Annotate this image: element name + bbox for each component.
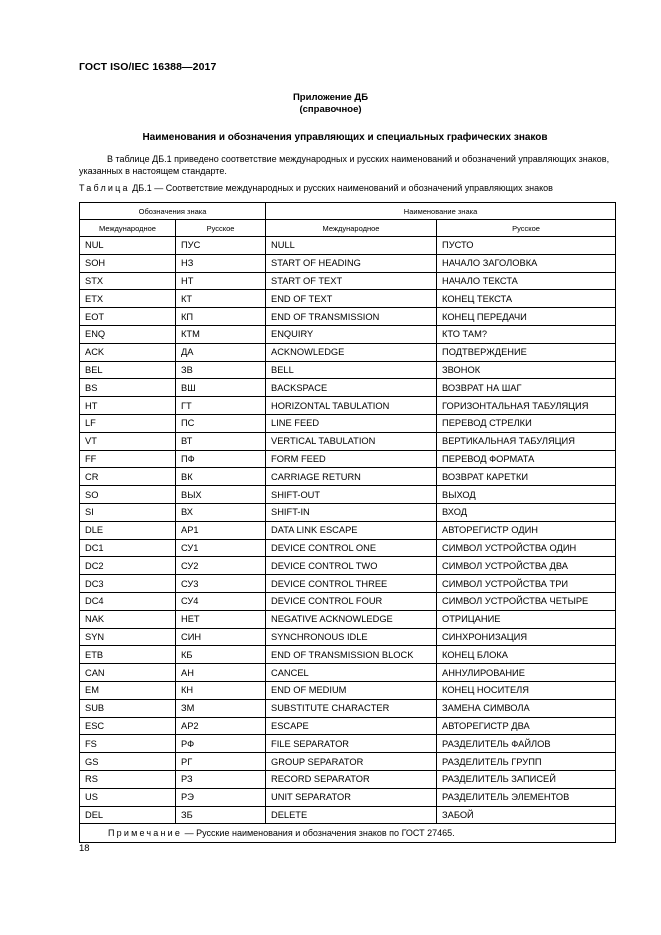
ru-code-cell: КБ bbox=[176, 646, 266, 664]
ru-code-cell: АР2 bbox=[176, 717, 266, 735]
ru-name-cell: ГОРИЗОНТАЛЬНАЯ ТАБУЛЯЦИЯ bbox=[437, 397, 616, 415]
intl-name-cell: GROUP SEPARATOR bbox=[266, 753, 437, 771]
ru-code-cell: АР1 bbox=[176, 521, 266, 539]
intl-name-cell: DEVICE CONTROL FOUR bbox=[266, 592, 437, 610]
ru-name-cell: СИНХРОНИЗАЦИЯ bbox=[437, 628, 616, 646]
intl-code-cell: DEL bbox=[80, 806, 176, 824]
ru-name-cell: РАЗДЕЛИТЕЛЬ ГРУПП bbox=[437, 753, 616, 771]
table-row bbox=[80, 361, 616, 379]
ru-code-cell: ВШ bbox=[176, 379, 266, 397]
ru-name-cell: КОНЕЦ ТЕКСТА bbox=[437, 290, 616, 308]
table-row bbox=[80, 379, 616, 397]
intl-code-cell: FS bbox=[80, 735, 176, 753]
intl-name-cell: SHIFT-IN bbox=[266, 503, 437, 521]
table-row bbox=[80, 806, 616, 824]
table-row bbox=[80, 308, 616, 326]
table-row bbox=[80, 735, 616, 753]
table-row bbox=[80, 681, 616, 699]
intl-code-cell: NUL bbox=[80, 237, 176, 255]
table-row bbox=[80, 432, 616, 450]
intl-code-cell: EM bbox=[80, 681, 176, 699]
ru-code-cell: СУ2 bbox=[176, 557, 266, 575]
ru-name-cell: ЗАМЕНА СИМВОЛА bbox=[437, 699, 616, 717]
ru-name-cell: СИМВОЛ УСТРОЙСТВА ОДИН bbox=[437, 539, 616, 557]
ru-name-cell: РАЗДЕЛИТЕЛЬ ФАЙЛОВ bbox=[437, 735, 616, 753]
ru-name-cell: ВЫХОД bbox=[437, 486, 616, 504]
header-names: Наименование знака bbox=[266, 203, 616, 220]
intl-code-cell: ACK bbox=[80, 343, 176, 361]
intl-code-cell: ETB bbox=[80, 646, 176, 664]
ru-name-cell: РАЗДЕЛИТЕЛЬ ЭЛЕМЕНТОВ bbox=[437, 788, 616, 806]
table-row bbox=[80, 646, 616, 664]
intl-name-cell: NULL bbox=[266, 237, 437, 255]
ru-code-cell: РЭ bbox=[176, 788, 266, 806]
ru-code-cell: ПФ bbox=[176, 450, 266, 468]
table-row bbox=[80, 788, 616, 806]
ru-code-cell: КН bbox=[176, 681, 266, 699]
ru-code-cell: АН bbox=[176, 664, 266, 682]
ru-name-cell: ЗВОНОК bbox=[437, 361, 616, 379]
intl-code-cell: LF bbox=[80, 414, 176, 432]
ru-name-cell: ВЕРТИКАЛЬНАЯ ТАБУЛЯЦИЯ bbox=[437, 432, 616, 450]
table-caption bbox=[79, 183, 553, 193]
annex-status: (справочное) bbox=[299, 104, 362, 115]
annex-title: Приложение ДБ bbox=[292, 92, 369, 103]
ru-name-cell: СИМВОЛ УСТРОЙСТВА ТРИ bbox=[437, 575, 616, 593]
ru-code-cell: СУ4 bbox=[176, 592, 266, 610]
table-row bbox=[80, 557, 616, 575]
intl-name-cell: DELETE bbox=[266, 806, 437, 824]
ru-name-cell: ОТРИЦАНИЕ bbox=[437, 610, 616, 628]
intl-name-cell: BELL bbox=[266, 361, 437, 379]
ru-code-cell: КТМ bbox=[176, 325, 266, 343]
intl-code-cell: SUB bbox=[80, 699, 176, 717]
ru-name-cell: ПЕРЕВОД СТРЕЛКИ bbox=[437, 414, 616, 432]
intl-name-cell: UNIT SEPARATOR bbox=[266, 788, 437, 806]
ru-code-cell: ПС bbox=[176, 414, 266, 432]
ru-code-cell: НЗ bbox=[176, 254, 266, 272]
ru-code-cell: ЗВ bbox=[176, 361, 266, 379]
intl-code-cell: DC4 bbox=[80, 592, 176, 610]
intl-name-cell: LINE FEED bbox=[266, 414, 437, 432]
intl-code-cell: NAK bbox=[80, 610, 176, 628]
intl-name-cell: START OF TEXT bbox=[266, 272, 437, 290]
intl-name-cell: ESCAPE bbox=[266, 717, 437, 735]
ru-code-cell: КТ bbox=[176, 290, 266, 308]
intl-code-cell: SYN bbox=[80, 628, 176, 646]
ru-name-cell: КТО ТАМ? bbox=[437, 325, 616, 343]
table-row bbox=[80, 486, 616, 504]
table-row bbox=[80, 628, 616, 646]
intl-name-cell: DATA LINK ESCAPE bbox=[266, 521, 437, 539]
table-row bbox=[80, 539, 616, 557]
table-row bbox=[80, 290, 616, 308]
intl-code-cell: BEL bbox=[80, 361, 176, 379]
ru-name-cell: РАЗДЕЛИТЕЛЬ ЗАПИСЕЙ bbox=[437, 770, 616, 788]
ru-code-cell: ВК bbox=[176, 468, 266, 486]
intl-code-cell: BS bbox=[80, 379, 176, 397]
table-row bbox=[80, 450, 616, 468]
intl-code-cell: FF bbox=[80, 450, 176, 468]
intl-code-cell: ENQ bbox=[80, 325, 176, 343]
intl-name-cell: CANCEL bbox=[266, 664, 437, 682]
ru-name-cell: ПОДТВЕРЖДЕНИЕ bbox=[437, 343, 616, 361]
table-row bbox=[80, 254, 616, 272]
ru-name-cell: СИМВОЛ УСТРОЙСТВА ЧЕТЫРЕ bbox=[437, 592, 616, 610]
intl-name-cell: START OF HEADING bbox=[266, 254, 437, 272]
intl-code-cell: DC3 bbox=[80, 575, 176, 593]
ru-code-cell: ПУС bbox=[176, 237, 266, 255]
ru-code-cell: СИН bbox=[176, 628, 266, 646]
table-row bbox=[80, 521, 616, 539]
table-caption-text: ДБ.1 — Соответствие международных и русских наименований и обозначений управляющих знаков bbox=[129, 183, 553, 193]
table-row bbox=[80, 770, 616, 788]
table-row bbox=[80, 414, 616, 432]
table-row bbox=[80, 664, 616, 682]
intl-name-cell: BACKSPACE bbox=[266, 379, 437, 397]
table-row bbox=[80, 610, 616, 628]
ru-name-cell: АННУЛИРОВАНИЕ bbox=[437, 664, 616, 682]
ru-code-cell: КП bbox=[176, 308, 266, 326]
table-row bbox=[80, 272, 616, 290]
intl-name-cell: END OF TEXT bbox=[266, 290, 437, 308]
intl-name-cell: DEVICE CONTROL THREE bbox=[266, 575, 437, 593]
ru-code-cell: РЗ bbox=[176, 770, 266, 788]
section-title: Наименования и обозначения управляющих и специальных графических знаков bbox=[142, 132, 548, 143]
table-row bbox=[80, 343, 616, 361]
ru-code-cell: СУ1 bbox=[176, 539, 266, 557]
ru-code-cell: НТ bbox=[176, 272, 266, 290]
document-header: ГОСТ ISO/IEC 16388—2017 bbox=[79, 61, 217, 73]
ru-name-cell: ВХОД bbox=[437, 503, 616, 521]
header-intl-code: Международное bbox=[80, 220, 176, 237]
intl-code-cell: GS bbox=[80, 753, 176, 771]
ru-code-cell: ЗБ bbox=[176, 806, 266, 824]
table-row bbox=[80, 575, 616, 593]
intl-code-cell: ESC bbox=[80, 717, 176, 735]
intl-name-cell: HORIZONTAL TABULATION bbox=[266, 397, 437, 415]
ru-name-cell: ВОЗВРАТ НА ШАГ bbox=[437, 379, 616, 397]
intl-code-cell: SOH bbox=[80, 254, 176, 272]
intl-code-cell: SO bbox=[80, 486, 176, 504]
ru-name-cell: АВТОРЕГИСТР ДВА bbox=[437, 717, 616, 735]
header-designations: Обозначения знака bbox=[80, 203, 266, 220]
table-row bbox=[80, 717, 616, 735]
intl-name-cell: DEVICE CONTROL TWO bbox=[266, 557, 437, 575]
ru-code-cell: РГ bbox=[176, 753, 266, 771]
intl-name-cell: SHIFT-OUT bbox=[266, 486, 437, 504]
ru-code-cell: РФ bbox=[176, 735, 266, 753]
ru-name-cell: ПУСТО bbox=[437, 237, 616, 255]
intl-name-cell: VERTICAL TABULATION bbox=[266, 432, 437, 450]
table-sub-header-row bbox=[80, 220, 616, 237]
intl-name-cell: ACKNOWLEDGE bbox=[266, 343, 437, 361]
ru-name-cell: КОНЕЦ БЛОКА bbox=[437, 646, 616, 664]
intl-code-cell: CAN bbox=[80, 664, 176, 682]
intl-name-cell: SUBSTITUTE CHARACTER bbox=[266, 699, 437, 717]
header-ru-name: Русское bbox=[437, 220, 616, 237]
ru-code-cell: ДА bbox=[176, 343, 266, 361]
intl-name-cell: CARRIAGE RETURN bbox=[266, 468, 437, 486]
intl-name-cell: SYNCHRONOUS IDLE bbox=[266, 628, 437, 646]
ru-code-cell: ВТ bbox=[176, 432, 266, 450]
ru-name-cell: АВТОРЕГИСТР ОДИН bbox=[437, 521, 616, 539]
intl-name-cell: FILE SEPARATOR bbox=[266, 735, 437, 753]
ru-code-cell: ВЫХ bbox=[176, 486, 266, 504]
intl-name-cell: RECORD SEPARATOR bbox=[266, 770, 437, 788]
table-row bbox=[80, 325, 616, 343]
table-note-label: Примечание bbox=[108, 828, 183, 839]
ru-code-cell: НЕТ bbox=[176, 610, 266, 628]
table-body bbox=[80, 237, 616, 824]
intl-code-cell: RS bbox=[80, 770, 176, 788]
ru-code-cell: СУ3 bbox=[176, 575, 266, 593]
ru-code-cell: ВХ bbox=[176, 503, 266, 521]
intl-code-cell: VT bbox=[80, 432, 176, 450]
table-group-header-row bbox=[80, 203, 616, 220]
intl-code-cell: CR bbox=[80, 468, 176, 486]
intl-code-cell: US bbox=[80, 788, 176, 806]
table-note bbox=[80, 824, 616, 843]
table-row bbox=[80, 592, 616, 610]
ru-name-cell: ЗАБОЙ bbox=[437, 806, 616, 824]
ru-name-cell: НАЧАЛО ТЕКСТА bbox=[437, 272, 616, 290]
intl-name-cell: DEVICE CONTROL ONE bbox=[266, 539, 437, 557]
table-caption-label: Таблица bbox=[79, 183, 130, 193]
ru-name-cell: СИМВОЛ УСТРОЙСТВА ДВА bbox=[437, 557, 616, 575]
intl-code-cell: DC1 bbox=[80, 539, 176, 557]
ru-code-cell: ЗМ bbox=[176, 699, 266, 717]
ru-name-cell: ВОЗВРАТ КАРЕТКИ bbox=[437, 468, 616, 486]
ru-name-cell: ПЕРЕВОД ФОРМАТА bbox=[437, 450, 616, 468]
intl-name-cell: FORM FEED bbox=[266, 450, 437, 468]
table-row bbox=[80, 699, 616, 717]
intl-name-cell: ENQUIRY bbox=[266, 325, 437, 343]
page-number: 18 bbox=[79, 843, 90, 854]
ru-name-cell: НАЧАЛО ЗАГОЛОВКА bbox=[437, 254, 616, 272]
intl-code-cell: EOT bbox=[80, 308, 176, 326]
ru-code-cell: ГТ bbox=[176, 397, 266, 415]
table-row bbox=[80, 237, 616, 255]
intl-name-cell: END OF TRANSMISSION BLOCK bbox=[266, 646, 437, 664]
intl-name-cell: NEGATIVE ACKNOWLEDGE bbox=[266, 610, 437, 628]
control-characters-table bbox=[79, 202, 616, 843]
table-row bbox=[80, 753, 616, 771]
intl-code-cell: DC2 bbox=[80, 557, 176, 575]
ru-name-cell: КОНЕЦ НОСИТЕЛЯ bbox=[437, 681, 616, 699]
intl-code-cell: STX bbox=[80, 272, 176, 290]
intl-name-cell: END OF TRANSMISSION bbox=[266, 308, 437, 326]
intl-name-cell: END OF MEDIUM bbox=[266, 681, 437, 699]
table-row bbox=[80, 503, 616, 521]
header-ru-code: Русское bbox=[176, 220, 266, 237]
intl-code-cell: HT bbox=[80, 397, 176, 415]
intl-code-cell: DLE bbox=[80, 521, 176, 539]
table-row bbox=[80, 468, 616, 486]
table-note-text: — Русские наименования и обозначения знаков по ГОСТ 27465. bbox=[182, 828, 455, 839]
ru-name-cell: КОНЕЦ ПЕРЕДАЧИ bbox=[437, 308, 616, 326]
header-intl-name: Международное bbox=[266, 220, 437, 237]
intl-code-cell: SI bbox=[80, 503, 176, 521]
table-row bbox=[80, 397, 616, 415]
table-note-row bbox=[80, 824, 616, 843]
intl-code-cell: ETX bbox=[80, 290, 176, 308]
intro-paragraph: В таблице ДБ.1 приведено соответствие международных и русских наименований и обозначений управляющих знаков, указанных в настоящем стандарте. bbox=[79, 154, 610, 176]
